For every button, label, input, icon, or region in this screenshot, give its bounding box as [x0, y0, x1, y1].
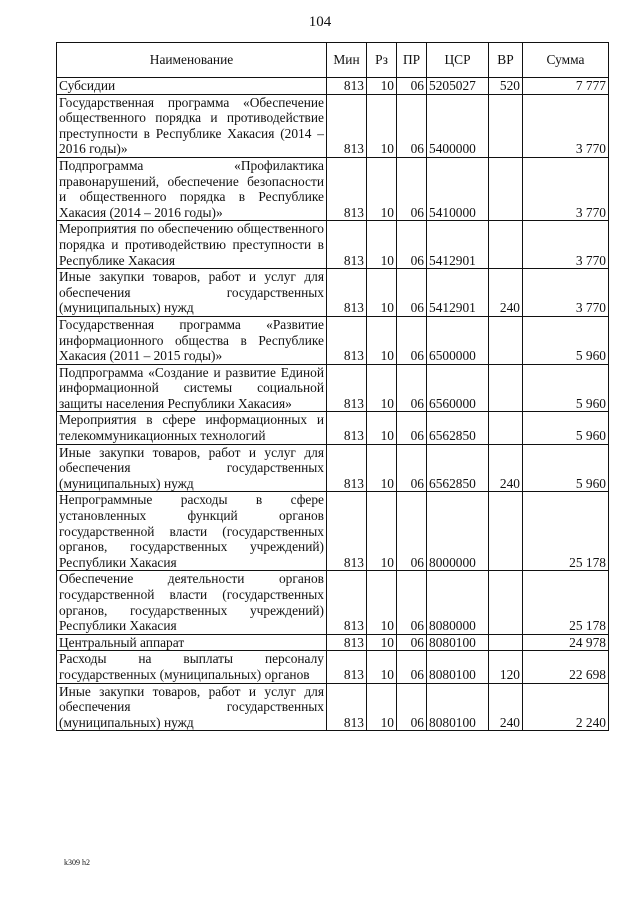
cell-min: 813: [327, 651, 367, 683]
budget-table: [56, 42, 609, 731]
cell-vr: [489, 492, 523, 571]
table-row: [57, 634, 609, 651]
cell-pr: 06: [397, 269, 427, 317]
cell-csr: 8080100: [427, 651, 489, 683]
table-row: [57, 221, 609, 269]
cell-sum: 5 960: [523, 364, 609, 412]
cell-rz: 10: [367, 651, 397, 683]
cell-rz: 10: [367, 157, 397, 220]
cell-csr: 5412901: [427, 269, 489, 317]
cell-vr: 240: [489, 269, 523, 317]
table-row: [57, 571, 609, 634]
table-row: [57, 78, 609, 95]
table-row: [57, 683, 609, 731]
cell-vr: [489, 412, 523, 444]
cell-pr: 06: [397, 316, 427, 364]
page-number: 104: [308, 14, 332, 30]
cell-csr: 8000000: [427, 492, 489, 571]
footer-code: k309 h2: [64, 858, 90, 867]
cell-min: 813: [327, 364, 367, 412]
cell-name: Иные закупки товаров, работ и услуг для обеспечения государственных (муниципальных) нужд: [57, 444, 327, 492]
cell-vr: [489, 316, 523, 364]
cell-min: 813: [327, 221, 367, 269]
cell-rz: 10: [367, 364, 397, 412]
cell-min: 813: [327, 412, 367, 444]
cell-vr: [489, 364, 523, 412]
cell-name: Непрограммные расходы в сфере установленных функций органов государственной власти (государственных органов, государственных учреждений) Республики Хакасия: [57, 492, 327, 571]
cell-min: 813: [327, 94, 367, 157]
cell-vr: [489, 634, 523, 651]
cell-rz: 10: [367, 269, 397, 317]
cell-vr: [489, 221, 523, 269]
cell-name: Обеспечение деятельности органов государственной власти (государственных органов, государственных учреждений) Республики Хакасия: [57, 571, 327, 634]
cell-name: Подпрограмма «Профилактика правонарушений, обеспечение безопасности и общественного порядка в Республике Хакасия (2014 – 2016 годы)»: [57, 157, 327, 220]
cell-pr: 06: [397, 444, 427, 492]
cell-name: Государственная программа «Развитие информационного общества в Республике Хакасия (2011 – 2015 годы)»: [57, 316, 327, 364]
header-min: Мин: [327, 43, 367, 78]
cell-min: 813: [327, 571, 367, 634]
cell-pr: 06: [397, 221, 427, 269]
cell-vr: 240: [489, 683, 523, 731]
header-csr: ЦСР: [427, 43, 489, 78]
cell-pr: 06: [397, 157, 427, 220]
cell-sum: 24 978: [523, 634, 609, 651]
table-row: [57, 94, 609, 157]
cell-pr: 06: [397, 651, 427, 683]
cell-csr: 8080000: [427, 571, 489, 634]
table-row: [57, 157, 609, 220]
cell-csr: 5400000: [427, 94, 489, 157]
cell-name: Государственная программа «Обеспечение общественного порядка и противодействие преступности в Республике Хакасия (2014 – 2016 годы)»: [57, 94, 327, 157]
cell-csr: 5205027: [427, 78, 489, 95]
cell-sum: 3 770: [523, 157, 609, 220]
cell-min: 813: [327, 444, 367, 492]
cell-sum: 5 960: [523, 444, 609, 492]
header-sum: Сумма: [523, 43, 609, 78]
cell-name: Мероприятия по обеспечению общественного порядка и противодействию преступности в Республике Хакасия: [57, 221, 327, 269]
cell-rz: 10: [367, 492, 397, 571]
cell-name: Иные закупки товаров, работ и услуг для обеспечения государственных (муниципальных) нужд: [57, 683, 327, 731]
cell-rz: 10: [367, 571, 397, 634]
table-row: [57, 412, 609, 444]
cell-sum: 3 770: [523, 269, 609, 317]
cell-csr: 6562850: [427, 412, 489, 444]
cell-vr: 240: [489, 444, 523, 492]
cell-vr: [489, 94, 523, 157]
cell-sum: 3 770: [523, 94, 609, 157]
cell-pr: 06: [397, 492, 427, 571]
table-row: [57, 269, 609, 317]
cell-min: 813: [327, 492, 367, 571]
cell-csr: 6560000: [427, 364, 489, 412]
cell-sum: 25 178: [523, 571, 609, 634]
cell-rz: 10: [367, 444, 397, 492]
cell-rz: 10: [367, 683, 397, 731]
cell-min: 813: [327, 316, 367, 364]
cell-csr: 8080100: [427, 634, 489, 651]
cell-min: 813: [327, 683, 367, 731]
cell-csr: 8080100: [427, 683, 489, 731]
cell-pr: 06: [397, 571, 427, 634]
cell-name: Расходы на выплаты персоналу государственных (муниципальных) органов: [57, 651, 327, 683]
cell-sum: 22 698: [523, 651, 609, 683]
cell-name: Иные закупки товаров, работ и услуг для обеспечения государственных (муниципальных) нужд: [57, 269, 327, 317]
cell-csr: 5410000: [427, 157, 489, 220]
table-row: [57, 651, 609, 683]
cell-name: Центральный аппарат: [57, 634, 327, 651]
cell-sum: 5 960: [523, 316, 609, 364]
cell-min: 813: [327, 157, 367, 220]
cell-sum: 5 960: [523, 412, 609, 444]
cell-pr: 06: [397, 364, 427, 412]
cell-min: 813: [327, 269, 367, 317]
cell-min: 813: [327, 78, 367, 95]
cell-name: Субсидии: [57, 78, 327, 95]
cell-vr: [489, 157, 523, 220]
cell-rz: 10: [367, 316, 397, 364]
cell-csr: 6562850: [427, 444, 489, 492]
cell-vr: [489, 571, 523, 634]
cell-rz: 10: [367, 94, 397, 157]
cell-rz: 10: [367, 412, 397, 444]
table-row: [57, 444, 609, 492]
cell-csr: 5412901: [427, 221, 489, 269]
cell-sum: 3 770: [523, 221, 609, 269]
header-pr: ПР: [397, 43, 427, 78]
cell-sum: 7 777: [523, 78, 609, 95]
cell-csr: 6500000: [427, 316, 489, 364]
cell-rz: 10: [367, 634, 397, 651]
cell-name: Подпрограмма «Создание и развитие Единой информационной системы социальной защиты населения Республики Хакасия»: [57, 364, 327, 412]
table-row: [57, 364, 609, 412]
table-row: [57, 316, 609, 364]
cell-min: 813: [327, 634, 367, 651]
header-name: Наименование: [57, 43, 327, 78]
cell-vr: 520: [489, 78, 523, 95]
header-vr: ВР: [489, 43, 523, 78]
cell-vr: 120: [489, 651, 523, 683]
header-rz: Рз: [367, 43, 397, 78]
cell-rz: 10: [367, 221, 397, 269]
cell-sum: 2 240: [523, 683, 609, 731]
cell-pr: 06: [397, 412, 427, 444]
table-row: [57, 492, 609, 571]
cell-rz: 10: [367, 78, 397, 95]
table-header-row: [57, 43, 609, 78]
cell-pr: 06: [397, 683, 427, 731]
cell-sum: 25 178: [523, 492, 609, 571]
cell-pr: 06: [397, 94, 427, 157]
cell-name: Мероприятия в сфере информационных и телекоммуникационных технологий: [57, 412, 327, 444]
cell-pr: 06: [397, 78, 427, 95]
cell-pr: 06: [397, 634, 427, 651]
